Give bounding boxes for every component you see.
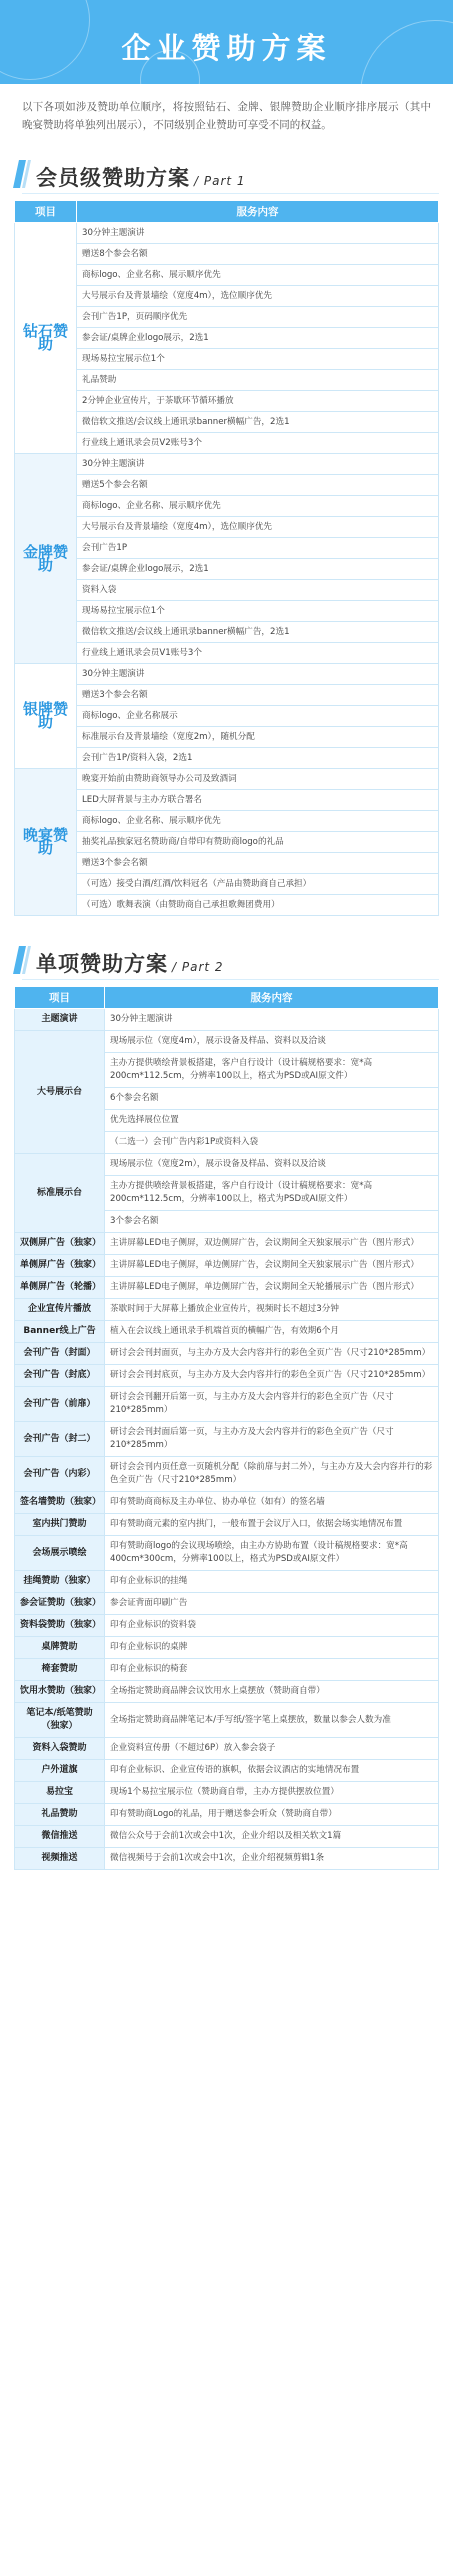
benefit-cell: 印有企业标识、企业宣传语的旗帜，依据会议酒店的实地情况布置: [105, 1760, 439, 1782]
benefit-cell: 印有企业标识的桌牌: [105, 1637, 439, 1659]
benefit-cell: 会刊广告1P，页码顺序优先: [77, 307, 439, 328]
section-part-label: / Part 2: [172, 960, 224, 974]
table-row: [15, 223, 439, 244]
table-row: [15, 475, 439, 496]
category-cell: 银牌赞助: [15, 664, 77, 769]
table-row: [15, 1848, 439, 1870]
benefit-cell: 企业资料宣传册（不超过6P）放入参会袋子: [105, 1738, 439, 1760]
divider: [22, 193, 439, 194]
table-row: [15, 1782, 439, 1804]
column-header-item: 项目: [15, 201, 77, 223]
benefit-cell: 现场1个易拉宝展示位（赞助商自带，主办方提供摆放位置）: [105, 1782, 439, 1804]
benefit-cell: 主讲屏幕LED电子侧屏，单边侧屏广告，会议期间全天轮播展示广告（图片形式）: [105, 1277, 439, 1299]
benefit-cell: 行业线上通讯录会员V1账号3个: [77, 643, 439, 664]
header-banner: [0, 0, 453, 84]
category-cell: 主题演讲: [15, 1009, 105, 1031]
benefit-cell: 参会证/桌牌企业logo展示，2选1: [77, 328, 439, 349]
table-row: [15, 559, 439, 580]
benefit-cell: 微信软文推送/会议线上通讯录banner横幅广告，2选1: [77, 622, 439, 643]
table-row: [15, 790, 439, 811]
column-header-item: 项目: [15, 987, 105, 1009]
table-row: [15, 1637, 439, 1659]
category-cell: 微信推送: [15, 1826, 105, 1848]
benefit-cell: 赠送3个参会名额: [77, 685, 439, 706]
table-row: [15, 1387, 439, 1422]
benefit-cell: 印有企业标识的椅套: [105, 1659, 439, 1681]
table-row: [15, 811, 439, 832]
table-row: [15, 1571, 439, 1593]
table-row: [15, 1826, 439, 1848]
table-row: [15, 286, 439, 307]
category-cell: 笔记本/纸笔赞助（独家）: [15, 1703, 105, 1738]
benefit-cell: 晚宴开始前由赞助商领导办公司及致酒词: [77, 769, 439, 790]
benefit-cell: 标准展示台及背景墙绘（宽度2m），随机分配: [77, 727, 439, 748]
table-row: [15, 1492, 439, 1514]
category-cell: 单侧屏广告（轮播）: [15, 1277, 105, 1299]
benefit-cell: 商标logo、企业名称、展示顺序优先: [77, 811, 439, 832]
table-row: [15, 1343, 439, 1365]
category-cell: 晚宴赞助: [15, 769, 77, 916]
section-header-part1: [14, 156, 439, 194]
benefit-cell: 主办方提供喷绘背景板搭建，客户自行设计（设计稿规格要求：宽*高200cm*112.5cm，分辨率100以上，格式为PSD或AI原文件）: [105, 1053, 439, 1088]
category-cell: 会刊广告（封二）: [15, 1422, 105, 1457]
category-cell: 椅套赞助: [15, 1659, 105, 1681]
table-row: [15, 538, 439, 559]
benefit-cell: 赠送3个参会名额: [77, 853, 439, 874]
benefit-cell: 行业线上通讯录会员V2账号3个: [77, 433, 439, 454]
table-row: [15, 1738, 439, 1760]
category-cell: 会场展示喷绘: [15, 1536, 105, 1571]
benefit-cell: 商标logo、企业名称展示: [77, 706, 439, 727]
table-row: [15, 874, 439, 895]
section-title: 单项赞助方案: [36, 952, 168, 976]
benefit-cell: （可选）接受白酒/红酒/饮料冠名（产品由赞助商自己承担）: [77, 874, 439, 895]
table-row: [15, 328, 439, 349]
category-cell: 会刊广告（封面）: [15, 1343, 105, 1365]
table-row: [15, 1703, 439, 1738]
benefit-cell: 微信公众号于会前1次或会中1次，企业介绍以及相关软文1篇: [105, 1826, 439, 1848]
benefit-cell: 6个参会名额: [105, 1088, 439, 1110]
table-row: [15, 265, 439, 286]
category-cell: 户外道旗: [15, 1760, 105, 1782]
section-title: 会员级赞助方案: [36, 166, 190, 190]
table-row: [15, 1536, 439, 1571]
table-row: [15, 727, 439, 748]
category-cell: 参会证赞助（独家）: [15, 1593, 105, 1615]
category-cell: 单侧屏广告（独家）: [15, 1255, 105, 1277]
benefit-cell: 参会证背面印刷广告: [105, 1593, 439, 1615]
benefit-cell: 研讨会会刊翻开后第一页，与主办方及大会内容并行的彩色全页广告（尺寸210*285mm）: [105, 1387, 439, 1422]
benefit-cell: 30分钟主题演讲: [77, 664, 439, 685]
benefit-cell: 印有企业标识的挂绳: [105, 1571, 439, 1593]
category-cell: 标准展示台: [15, 1154, 105, 1233]
benefit-cell: 研讨会会刊封面后第一页，与主办方及大会内容并行的彩色全页广告（尺寸210*285mm）: [105, 1422, 439, 1457]
benefit-cell: 3个参会名额: [105, 1211, 439, 1233]
column-header-content: 服务内容: [105, 987, 439, 1009]
table-row: [15, 1615, 439, 1637]
table-row: [15, 601, 439, 622]
table-row: [15, 1681, 439, 1703]
table-row: [15, 433, 439, 454]
section-part-label: / Part 1: [194, 174, 246, 188]
benefit-cell: 微信软文推送/会议线上通讯录banner横幅广告，2选1: [77, 412, 439, 433]
benefit-cell: （可选）歌舞表演（由赞助商自己承担歌舞团费用）: [77, 895, 439, 916]
table-row: [15, 580, 439, 601]
category-cell: 饮用水赞助（独家）: [15, 1681, 105, 1703]
table-row: [15, 1422, 439, 1457]
benefit-cell: 印有赞助商logo的会议现场喷绘，由主办方协助布置（设计稿规格要求：宽*高400cm*300cm，分辨率100以上，格式为PSD或AI原文件）: [105, 1536, 439, 1571]
benefit-cell: 30分钟主题演讲: [77, 223, 439, 244]
table-row: [15, 1457, 439, 1492]
category-cell: 礼品赞助: [15, 1804, 105, 1826]
table-row: [15, 1760, 439, 1782]
table-row: [15, 1233, 439, 1255]
table-row: [15, 307, 439, 328]
table-row: [15, 370, 439, 391]
benefit-cell: 印有赞助商商标及主办单位、协办单位（如有）的签名墙: [105, 1492, 439, 1514]
page-title: 企业赞助方案: [121, 31, 332, 65]
benefit-cell: 印有企业标识的资料袋: [105, 1615, 439, 1637]
benefit-cell: 会刊广告1P: [77, 538, 439, 559]
single-item-table: [14, 986, 439, 1870]
category-cell: 大号展示台: [15, 1031, 105, 1154]
benefit-cell: 印有赞助商元素的室内拱门，一般布置于会议厅入口，依据会场实地情况布置: [105, 1514, 439, 1536]
benefit-cell: 微信视频号于会前1次或会中1次，企业介绍视频剪辑1条: [105, 1848, 439, 1870]
table-row: [15, 1009, 439, 1031]
table-row: [15, 1804, 439, 1826]
category-cell: 资料袋赞助（独家）: [15, 1615, 105, 1637]
benefit-cell: 主办方提供喷绘背景板搭建，客户自行设计（设计稿规格要求：宽*高200cm*112.5cm，分辨率100以上，格式为PSD或AI原文件）: [105, 1176, 439, 1211]
category-cell: 双侧屏广告（独家）: [15, 1233, 105, 1255]
table-row: [15, 454, 439, 475]
table-row: [15, 1299, 439, 1321]
category-cell: 企业宣传片播放: [15, 1299, 105, 1321]
table-row: [15, 1321, 439, 1343]
benefit-cell: 参会证/桌牌企业logo展示，2选1: [77, 559, 439, 580]
category-cell: 桌牌赞助: [15, 1637, 105, 1659]
table-row: [15, 643, 439, 664]
benefit-cell: 抽奖礼品独家冠名赞助商/自带印有赞助商logo的礼品: [77, 832, 439, 853]
table-row: [15, 1514, 439, 1536]
table-row: [15, 1659, 439, 1681]
table-row: [15, 1255, 439, 1277]
table-row: [15, 1031, 439, 1053]
benefit-cell: 植入在会议线上通讯录手机端首页的横幅广告，有效期6个月: [105, 1321, 439, 1343]
benefit-cell: 大号展示台及背景墙绘（宽度4m），选位顺序优先: [77, 517, 439, 538]
category-cell: 会刊广告（前扉）: [15, 1387, 105, 1422]
table-row: [15, 748, 439, 769]
benefit-cell: 现场展示位（宽度2m），展示设备及样品、资料以及洽谈: [105, 1154, 439, 1176]
table-row: [15, 685, 439, 706]
table-row: [15, 853, 439, 874]
benefit-cell: 研讨会会刊封面页，与主办方及大会内容并行的彩色全页广告（尺寸210*285mm）: [105, 1343, 439, 1365]
benefit-cell: 茶歇时间于大屏幕上播放企业宣传片，视频时长不超过3分钟: [105, 1299, 439, 1321]
benefit-cell: 印有赞助商Logo的礼品，用于赠送参会听众（赞助商自带）: [105, 1804, 439, 1826]
table-row: [15, 517, 439, 538]
table-row: [15, 1277, 439, 1299]
benefit-cell: 赠送8个参会名额: [77, 244, 439, 265]
divider: [22, 979, 439, 980]
table-row: [15, 895, 439, 916]
table-row: [15, 664, 439, 685]
category-cell: 视频推送: [15, 1848, 105, 1870]
benefit-cell: 主讲屏幕LED电子侧屏，双边侧屏广告，会议期间全天独家展示广告（图片形式）: [105, 1233, 439, 1255]
table-row: [15, 1593, 439, 1615]
category-cell: 签名墙赞助（独家）: [15, 1492, 105, 1514]
benefit-cell: 全场指定赞助商品牌会议饮用水上桌摆放（赞助商自带）: [105, 1681, 439, 1703]
benefit-cell: 研讨会会刊内页任意一页随机分配（除前扉与封二外），与主办方及大会内容并行的彩色全页广告（尺寸210*285mm）: [105, 1457, 439, 1492]
category-cell: 金牌赞助: [15, 454, 77, 664]
table-row: [15, 622, 439, 643]
category-cell: 会刊广告（封底）: [15, 1365, 105, 1387]
benefit-cell: 现场展示位（宽度4m），展示设备及样品、资料以及洽谈: [105, 1031, 439, 1053]
table-row: [15, 349, 439, 370]
table-row: [15, 769, 439, 790]
benefit-cell: 2分钟企业宣传片，于茶歇环节循环播放: [77, 391, 439, 412]
benefit-cell: 优先选择展位位置: [105, 1110, 439, 1132]
table-row: [15, 412, 439, 433]
benefit-cell: 大号展示台及背景墙绘（宽度4m），选位顺序优先: [77, 286, 439, 307]
table-row: [15, 832, 439, 853]
benefit-cell: 主讲屏幕LED电子侧屏，单边侧屏广告，会议期间全天独家展示广告（图片形式）: [105, 1255, 439, 1277]
category-cell: Banner线上广告: [15, 1321, 105, 1343]
benefit-cell: 现场易拉宝展示位1个: [77, 601, 439, 622]
table-row: [15, 706, 439, 727]
benefit-cell: 商标logo、企业名称、展示顺序优先: [77, 496, 439, 517]
benefit-cell: 现场易拉宝展示位1个: [77, 349, 439, 370]
category-cell: 挂绳赞助（独家）: [15, 1571, 105, 1593]
benefit-cell: 资料入袋: [77, 580, 439, 601]
intro-text: 以下各项如涉及赞助单位顺序，将按照钻石、金牌、银牌赞助企业顺序排序展示（其中晚宴赞助将单独列出展示），不同级别企业赞助可享受不同的权益。: [22, 101, 431, 131]
section-header-part2: [14, 942, 439, 980]
benefit-cell: 礼品赞助: [77, 370, 439, 391]
category-cell: 易拉宝: [15, 1782, 105, 1804]
category-cell: 钻石赞助: [15, 223, 77, 454]
benefit-cell: 商标logo、企业名称、展示顺序优先: [77, 265, 439, 286]
table-row: [15, 244, 439, 265]
table-row: [15, 1365, 439, 1387]
category-cell: 资料入袋赞助: [15, 1738, 105, 1760]
benefit-cell: （二选一）会刊广告内彩1P或资料入袋: [105, 1132, 439, 1154]
benefit-cell: 全场指定赞助商品牌笔记本/手写纸/签字笔上桌摆放，数量以参会人数为准: [105, 1703, 439, 1738]
benefit-cell: 会刊广告1P/资料入袋，2选1: [77, 748, 439, 769]
table-row: [15, 496, 439, 517]
table-row: [15, 1154, 439, 1176]
column-header-content: 服务内容: [77, 201, 439, 223]
benefit-cell: LED大屏背景与主办方联合署名: [77, 790, 439, 811]
benefit-cell: 30分钟主题演讲: [105, 1009, 439, 1031]
table-row: [15, 391, 439, 412]
benefit-cell: 30分钟主题演讲: [77, 454, 439, 475]
category-cell: 室内拱门赞助: [15, 1514, 105, 1536]
benefit-cell: 研讨会会刊封底页，与主办方及大会内容并行的彩色全页广告（尺寸210*285mm）: [105, 1365, 439, 1387]
membership-table: [14, 200, 439, 916]
benefit-cell: 赠送5个参会名额: [77, 475, 439, 496]
category-cell: 会刊广告（内彩）: [15, 1457, 105, 1492]
